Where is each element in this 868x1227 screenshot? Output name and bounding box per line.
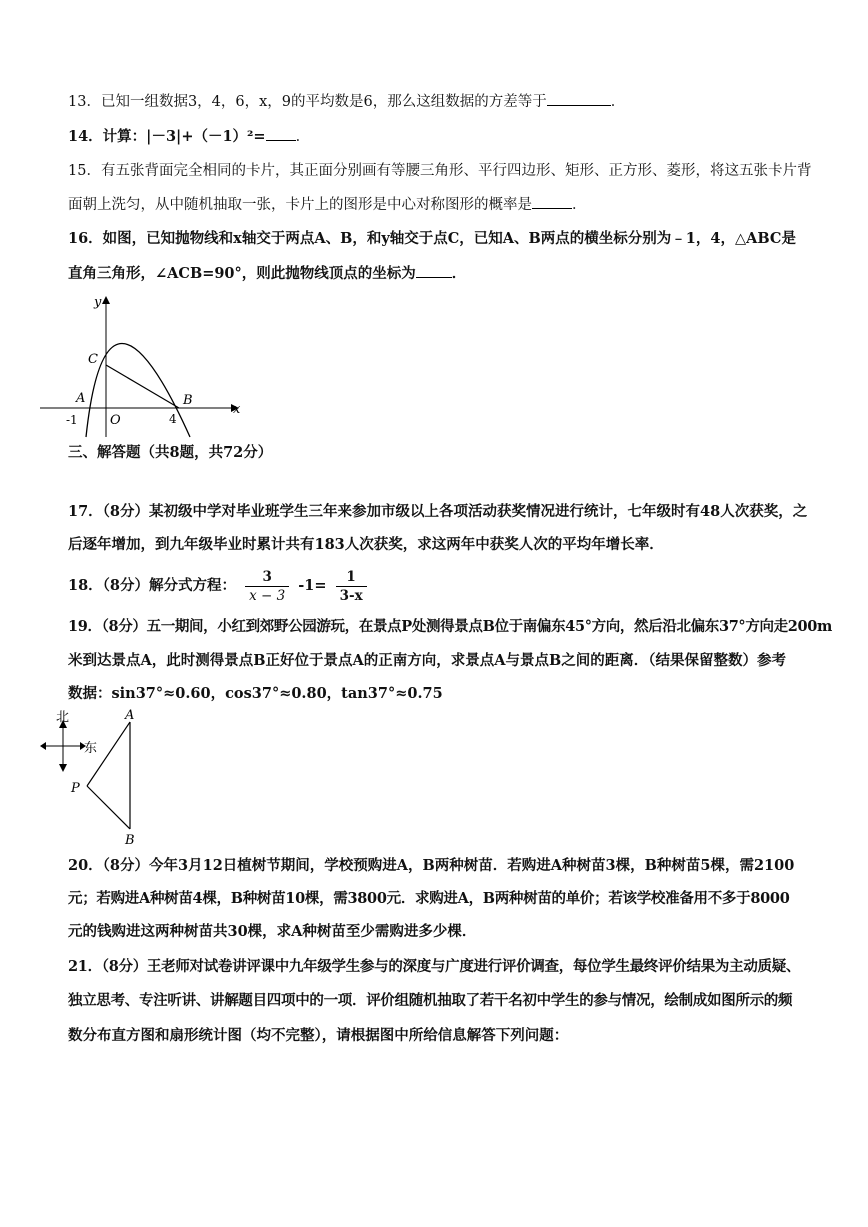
label-c: C [88,352,98,367]
question-19-line-1: 19．（8分）五一期间，小红到郊野公园游玩，在景点P处测得景点B位于南偏东45°方向，然后沿北偏东37°方向走200m [68,618,832,635]
question-13-text: 13．已知一组数据3，4，6，x，9的平均数是6，那么这组数据的方差等于 [68,94,547,110]
section-3-heading: 三、解答题（共8题，共72分） [68,444,273,461]
parabola-figure [38,290,248,440]
question-21-line-3: 数分布直方图和扇形统计图（均不完整），请根据图中所给信息解答下列问题： [68,1027,569,1044]
answer-blank [532,194,572,209]
question-17-line-2: 后逐年增加，到九年级毕业时累计共有183人次获奖，求这两年中获奖人次的平均年增长率． [68,536,664,553]
label-y: y [94,295,102,310]
direction-figure [40,706,150,848]
label-a: A [76,391,86,406]
fraction-1: $\frac{3}{x - 3}$ [245,568,289,605]
question-15-line-1: 15．有五张背面完全相同的卡片，其正面分别画有等腰三角形、平行四边形、矩形、正方形、菱形，将这五张卡片背 [68,163,812,179]
question-19-line-2: 米到达景点A，此时测得景点B正好位于景点A的正南方向，求景点A与景点B之间的距离．（结果保留整数）参考 [68,652,787,669]
segment-cb [106,365,179,408]
label-4: 4 [169,412,177,426]
fraction-2: $\frac{1}{3-x}$ [336,568,367,605]
question-16-line-2: 直角三角形，∠ACB=90°，则此抛物线顶点的坐标为 ． [68,265,467,282]
label-o: O [110,413,121,428]
label-x: x [233,402,241,417]
label-b: B [183,393,193,408]
label-a: A [125,708,135,723]
label-east: 东 [84,741,98,756]
question-14-text: 14．计算：|－3|+（－1）²= [68,128,266,145]
question-18: 18．（8分）解分式方程： $\frac{3}{x - 3}$ -1= $\frac{1}{3-x}$ [68,564,371,608]
question-13: 13．已知一组数据3，4，6，x，9的平均数是6，那么这组数据的方差等于 ． [68,91,625,112]
south-arrow-icon [59,764,67,772]
segment-pb [87,786,130,829]
question-17-line-1: 17．（8分）某初级中学对毕业班学生三年来参加市级以上各项活动获奖情况进行统计，七年级时有48人次获奖，之 [68,503,808,520]
question-14: 14．计算：|－3|+（－1）²= ． [68,128,311,145]
answer-blank [416,263,452,278]
question-20-line-1: 20．（8分）今年3月12日植树节期间，学校预购进A，B两种树苗．若购进A种树苗3棵，B种树苗5棵，需2100 [68,857,795,874]
west-arrow-icon [40,742,46,750]
y-axis-arrow [102,296,110,304]
question-21-line-1: 21．（8分）王老师对试卷讲评课中九年级学生参与的深度与广度进行评价调查，每位学生最终评价结果为主动质疑、 [68,958,801,975]
label-north: 北 [56,710,70,725]
label-neg1: -1 [66,413,78,427]
answer-blank [547,91,611,106]
question-21-line-2: 独立思考、专注听讲、讲解题目四项中的一项．评价组随机抽取了若干名初中学生的参与情况，绘制成如图所示的频 [68,992,793,1009]
question-16-line-1: 16．如图，已知抛物线和x轴交于两点A、B，和y轴交于点C，已知A、B两点的横坐标分别为﹣1，4，△ABC是 [68,230,796,247]
question-19-line-3: 数据：sin37°≈0.60，cos37°≈0.80，tan37°≈0.75 [68,685,443,702]
answer-blank [266,126,296,141]
question-20-line-3: 元的钱购进这两种树苗共30棵，求A种树苗至少需购进多少棵． [68,923,477,940]
question-15-line-2: 面朝上洗匀，从中随机抽取一张，卡片上的图形是中心对称图形的概率是 ． [68,194,587,215]
label-b: B [125,833,135,848]
label-p: P [71,781,80,796]
question-20-line-2: 元；若购进A种树苗4棵，B种树苗10棵，需3800元．求购进A，B两种树苗的单价；若该学校准备用不多于8000 [68,890,790,907]
